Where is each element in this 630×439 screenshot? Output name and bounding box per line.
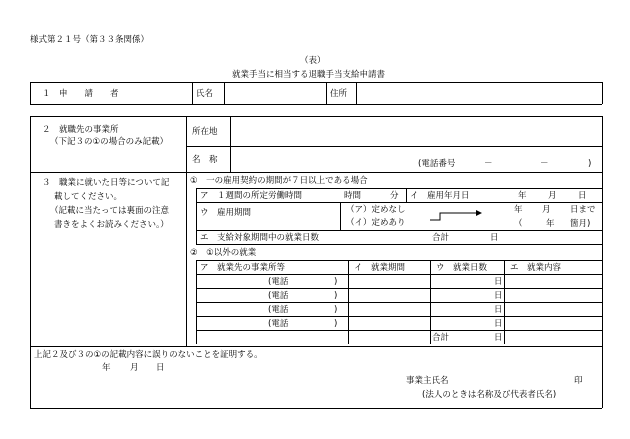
case2-total-label: 合計 bbox=[432, 333, 450, 343]
applicant-bottom-border bbox=[30, 104, 602, 105]
certification-right-border bbox=[602, 346, 603, 408]
applicant-top-border bbox=[30, 82, 602, 83]
seal-mark: 印 bbox=[574, 376, 583, 386]
case2-left-border bbox=[196, 260, 197, 344]
cert-year-unit: 年 bbox=[102, 363, 111, 373]
employer-divider bbox=[186, 116, 187, 172]
row1-day-unit: 日 bbox=[494, 277, 503, 287]
employer-label-line2: （下記３の①の場合のみ記載） bbox=[50, 137, 169, 147]
employer-phone-close: ) bbox=[588, 159, 592, 169]
case1-row2-bottom bbox=[196, 230, 602, 231]
employer-phone-sep2: － bbox=[540, 159, 549, 169]
row3-phone-label: (電話 bbox=[268, 305, 289, 315]
certification-bottom-border bbox=[30, 408, 602, 409]
section3-label-line2: 載してください。 bbox=[54, 192, 123, 202]
case2-col2-divider bbox=[430, 260, 431, 344]
row4-day-unit: 日 bbox=[494, 319, 503, 329]
hire-date-label: イ 雇用年月日 bbox=[410, 191, 470, 201]
certification-top-border bbox=[30, 346, 602, 347]
hours-unit: 時間 bbox=[344, 191, 362, 201]
certification-statement: 上記２及び３の①の記載内容に誤りのないことを証明する。 bbox=[34, 350, 263, 360]
period-option-none[interactable]: （ア）定めなし bbox=[346, 205, 406, 215]
row4-phone-label: (電話 bbox=[268, 319, 289, 329]
minutes-unit: 分 bbox=[390, 191, 399, 201]
employer-bottom-border bbox=[30, 172, 602, 173]
employer-address-field[interactable] bbox=[234, 120, 600, 144]
case2-total-unit: 日 bbox=[494, 333, 503, 343]
employer-label-divider bbox=[230, 116, 231, 172]
hire-year-unit: 年 bbox=[518, 191, 527, 201]
row2-day-unit: 日 bbox=[494, 291, 503, 301]
address-label-divider bbox=[356, 82, 357, 104]
case1-row3-bottom bbox=[196, 244, 602, 245]
applicant-left-border bbox=[30, 82, 31, 104]
row2-phone-label: (電話 bbox=[268, 291, 289, 301]
case1-total-unit: 日 bbox=[490, 233, 499, 243]
case2-row3-bottom bbox=[196, 316, 602, 317]
employer-name-label-cert: 事業主氏名 bbox=[406, 376, 449, 386]
case2-header-top bbox=[196, 260, 602, 261]
case2-col3-divider bbox=[504, 260, 505, 344]
duration-paren-open: （ bbox=[514, 219, 523, 229]
cert-day-unit: 日 bbox=[156, 363, 165, 373]
case2-col1-divider bbox=[348, 260, 349, 344]
employer-top-border bbox=[30, 116, 602, 117]
omote-label: （表） bbox=[300, 56, 326, 66]
employer-name-field[interactable] bbox=[234, 149, 416, 171]
applicant-right-border bbox=[602, 82, 603, 104]
hire-day-unit: 日 bbox=[578, 191, 587, 201]
name-label: 氏名 bbox=[196, 89, 214, 99]
col-employer-header: ア 就業先の事業所等 bbox=[200, 263, 286, 273]
employer-address-label: 所在地 bbox=[192, 127, 218, 137]
applicant-label: １ 申 請 者 bbox=[42, 89, 119, 99]
row2-phone-close: ) bbox=[334, 291, 338, 301]
certification-left-border bbox=[30, 346, 31, 408]
applicant-address-field[interactable] bbox=[360, 85, 600, 103]
employer-phone-sep1: － bbox=[484, 159, 493, 169]
section3-right-border bbox=[602, 172, 603, 346]
section3-label-line4: 書きをよくお読みください。） bbox=[54, 220, 169, 230]
applicant-name-field[interactable] bbox=[228, 85, 324, 103]
section3-left-border bbox=[30, 172, 31, 346]
form-title: 就業手当に相当する退職手当支給申請書 bbox=[232, 70, 386, 80]
employer-label-line1: ２ 就職先の事業所 bbox=[42, 125, 119, 135]
case1-row2-divider bbox=[340, 202, 341, 230]
address-label: 住所 bbox=[330, 89, 348, 99]
col-days-header: ウ 就業日数 bbox=[436, 263, 488, 273]
hire-month-unit: 月 bbox=[548, 191, 557, 201]
employment-period-label: ウ 雇用期間 bbox=[200, 208, 252, 218]
row3-phone-close: ) bbox=[334, 305, 338, 315]
name-address-divider bbox=[326, 82, 327, 104]
section3-divider bbox=[186, 172, 187, 346]
case1-left-border bbox=[196, 188, 197, 244]
case1-heading: ① 一の雇用契約の期間が７日以上である場合 bbox=[190, 176, 368, 186]
name-label-divider bbox=[224, 82, 225, 104]
weekly-hours-label: ア １週間の所定労働時間 bbox=[200, 191, 303, 201]
period-option-defined[interactable]: （イ）定めあり bbox=[346, 218, 406, 228]
form-number: 様式第２１号（第３３条関係） bbox=[30, 35, 150, 45]
employer-mid-line bbox=[186, 146, 602, 147]
duration-year-unit: 年 bbox=[546, 219, 555, 229]
until-month-unit: 月 bbox=[542, 205, 551, 215]
until-day-unit: 日まで bbox=[570, 205, 596, 215]
case2-row2-bottom bbox=[196, 302, 602, 303]
employer-right-border bbox=[602, 116, 603, 172]
case2-heading: ② ①以外の就業 bbox=[190, 248, 257, 258]
row1-phone-label: (電話 bbox=[268, 277, 289, 287]
until-year-unit: 年 bbox=[514, 205, 523, 215]
employer-signature-field[interactable] bbox=[456, 373, 570, 389]
case1-total-label: 合計 bbox=[432, 233, 450, 243]
case2-header-bottom bbox=[196, 274, 602, 275]
employer-name-label: 名 称 bbox=[192, 155, 218, 165]
case1-row1-divider bbox=[406, 188, 407, 202]
case1-row1-top bbox=[196, 188, 602, 189]
case1-row1-bottom bbox=[196, 202, 602, 203]
employer-phone-label: (電話番号 bbox=[418, 159, 456, 169]
row4-phone-close: ) bbox=[334, 319, 338, 329]
case2-row1-bottom bbox=[196, 288, 602, 289]
section3-label-line1: ３ 職業に就いた日等について記 bbox=[42, 178, 170, 188]
duration-months-unit: 箇月) bbox=[570, 219, 591, 229]
case2-row4-bottom bbox=[196, 330, 602, 331]
corporate-note: (法人のときは名称及び代表者氏名) bbox=[422, 390, 557, 400]
arrow-icon bbox=[428, 208, 484, 222]
employer-left-border bbox=[30, 116, 31, 172]
section3-label-line3: （記載に当たっては裏面の注意 bbox=[50, 206, 170, 216]
cert-month-unit: 月 bbox=[130, 363, 139, 373]
row3-day-unit: 日 bbox=[494, 305, 503, 315]
working-days-label: エ 支給対象期間中の就業日数 bbox=[200, 233, 320, 243]
row1-phone-close: ) bbox=[334, 277, 338, 287]
applicant-divider bbox=[192, 82, 193, 104]
col-period-header: イ 就業期間 bbox=[354, 263, 406, 273]
col-content-header: エ 就業内容 bbox=[510, 263, 562, 273]
